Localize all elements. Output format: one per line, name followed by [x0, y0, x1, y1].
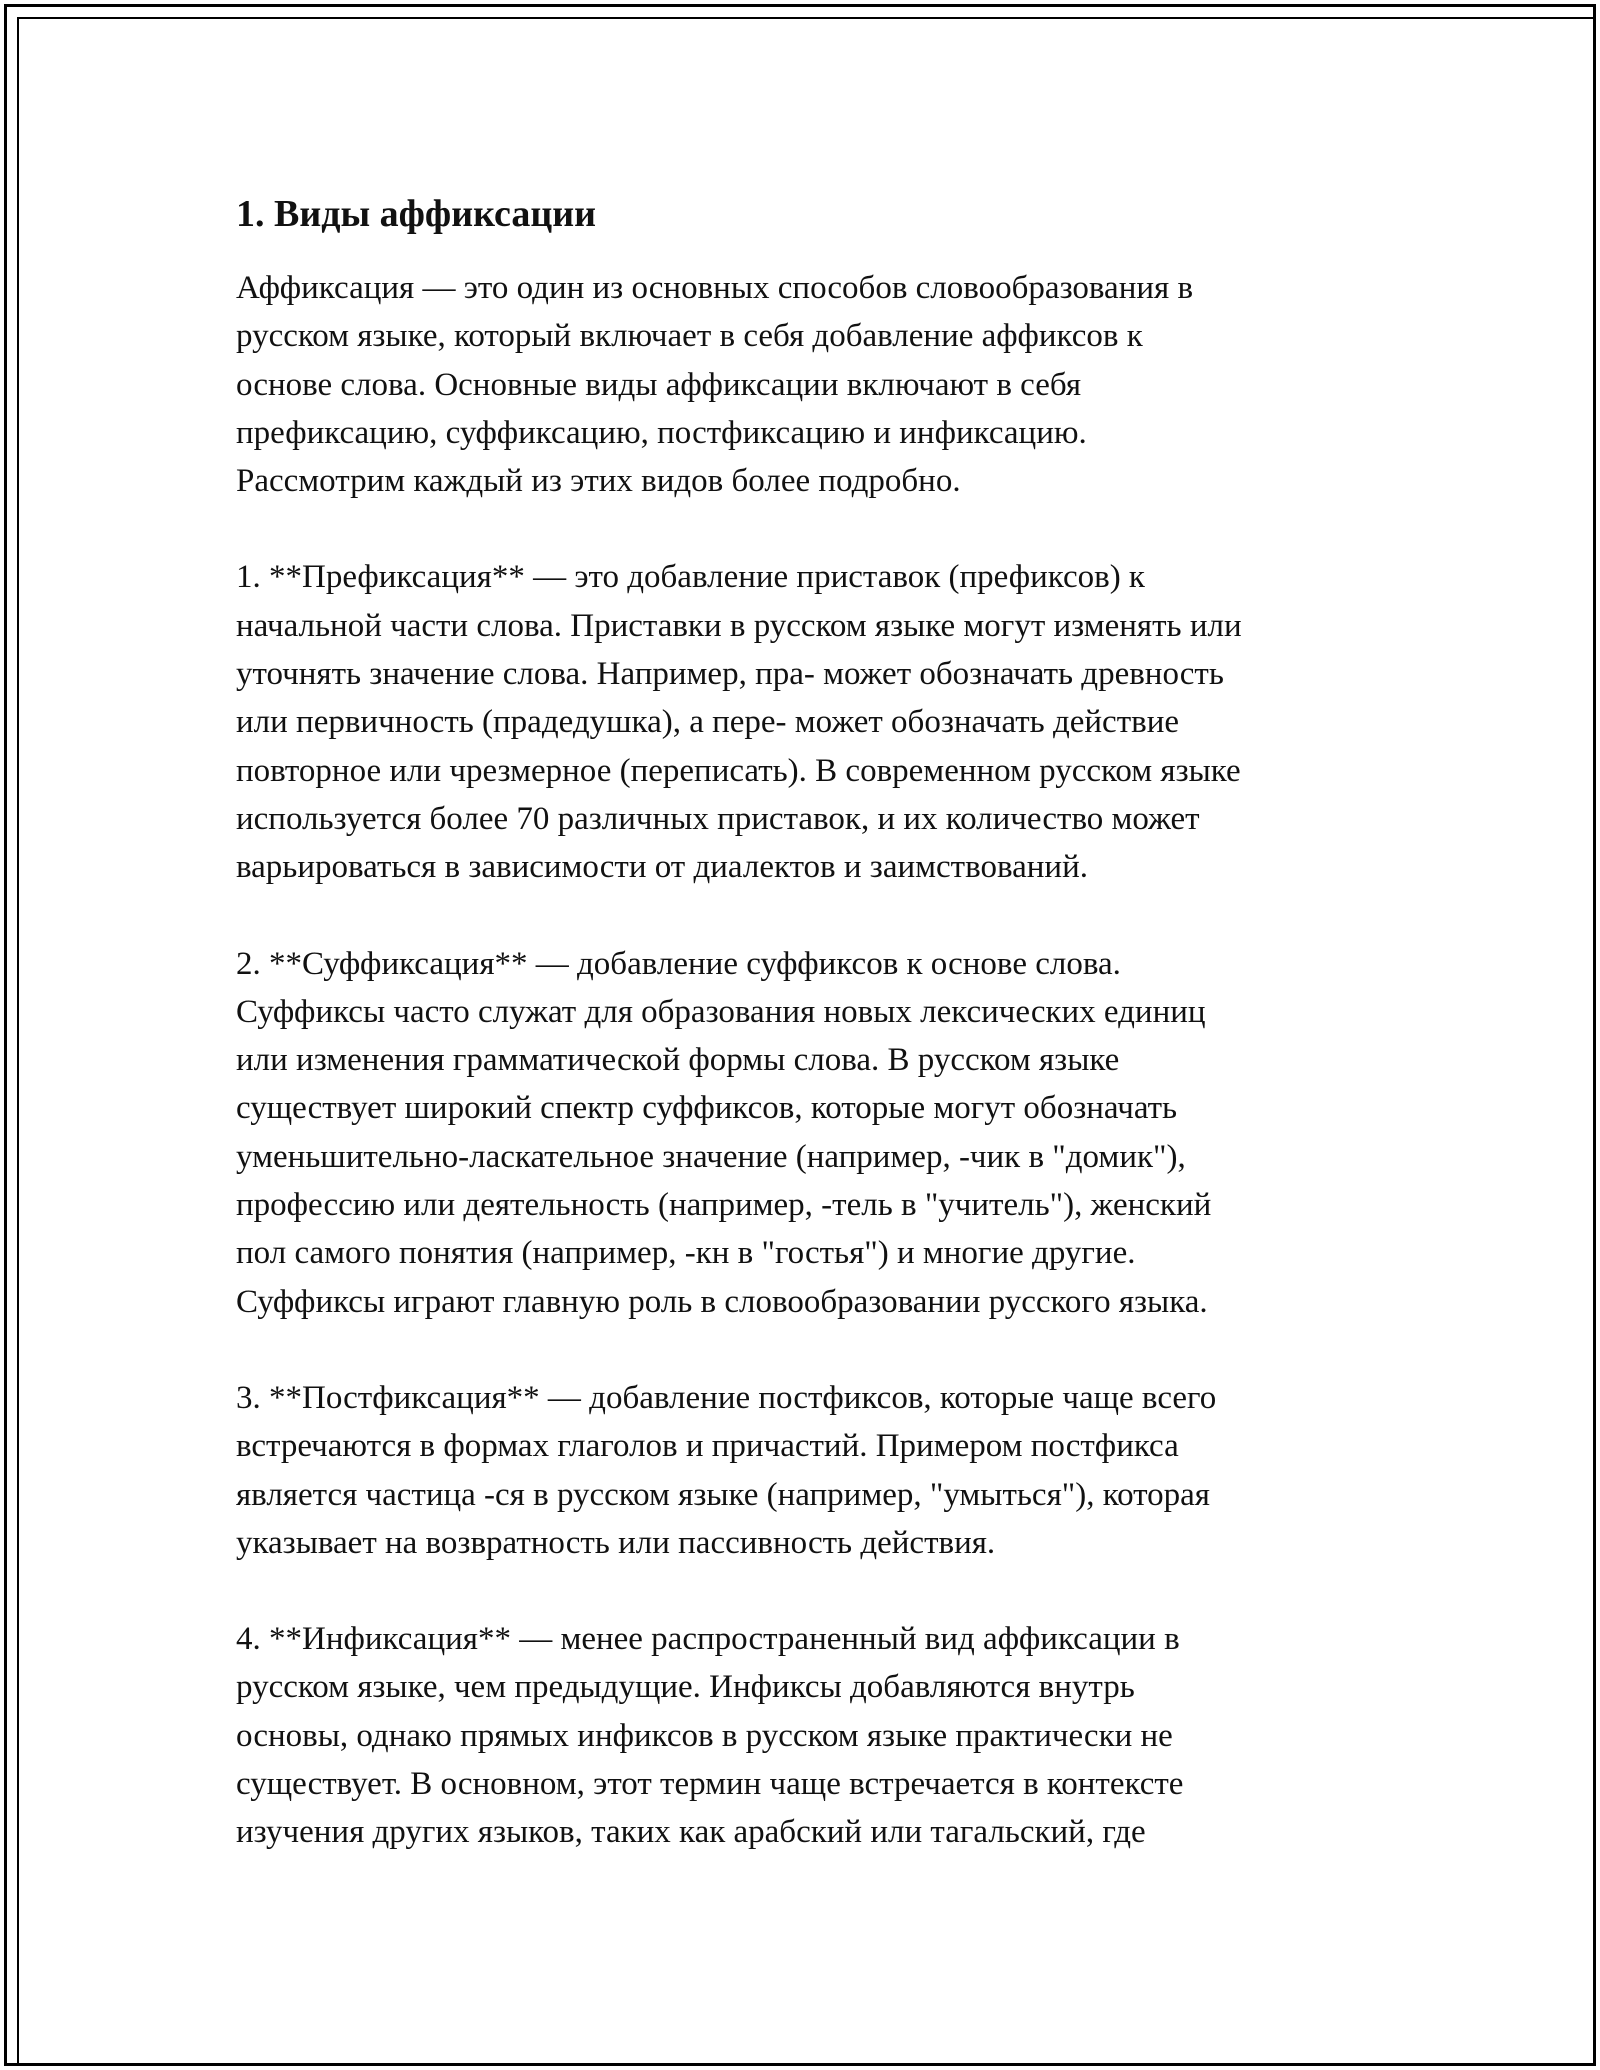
- postfixation-paragraph: 3. **Постфиксация** — добавление постфиксов, которые чаще всего встречаются в формах глаголов и причастий. Примером постфикса является частица -ся в русском языке (например, "умыться"), которая указывает на возвратность или пассивность действия.: [236, 1379, 1217, 1561]
- section-heading: 1. Виды аффиксации: [236, 193, 597, 235]
- prefixation-paragraph: 1. **Префиксация** — это добавление приставок (префиксов) к начальной части слова. Приставки в русском языке могут изменять или уточнять значение слова. Например, пра- может обозначать древность или первичность (прадедушка), а пере- может обозначать действие повторное или чрезмерное (переписать). В современном русском языке используется более 70 различных приставок, и их количество может варьироваться в зависимости от диалектов и заимствований.: [236, 559, 1242, 886]
- suffixation-paragraph: 2. **Суффиксация** — добавление суффиксов к основе слова. Суффиксы часто служат для образования новых лексических единиц или изменения грамматической формы слова. В русском языке существует широкий спектр суффиксов, которые могут обозначать уменьшительно-ласкательное значение (например, -чик в "домик"), профессию или деятельность (например, -тель в "учитель"), женский пол самого понятия (например, -кн в "гостья") и многие другие. Суффиксы играют главную роль в словообразовании русского языка.: [236, 945, 1212, 1320]
- intro-paragraph: Аффиксация — это один из основных способов словообразования в русском языке, который включает в себя добавление аффиксов к основе слова. Основные виды аффиксации включают в себя префиксацию, суффиксацию, постфиксацию и инфиксацию. Рассмотрим каждый из этих видов более подробно.: [236, 270, 1194, 500]
- infixation-paragraph: 4. **Инфиксация** — менее распространенный вид аффиксации в русском языке, чем предыдущие. Инфиксы добавляются внутрь основы, однако прямых инфиксов в русском языке практически не существует. В основном, этот термин чаще встречается в контексте изучения других языков, таких как арабский или тагальский, где: [236, 1621, 1184, 1851]
- document-body: [236, 186, 1426, 1905]
